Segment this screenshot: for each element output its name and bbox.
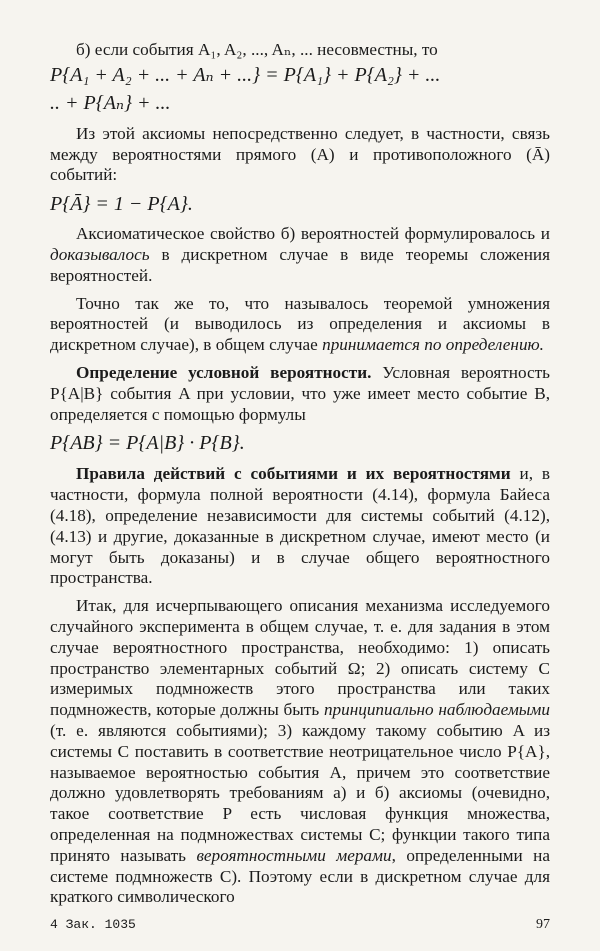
italic-text: доказывалось	[50, 244, 150, 264]
paragraph-summary	[50, 596, 550, 908]
printer-mark: 4 Зак. 1035	[50, 917, 136, 932]
page-footer	[50, 917, 550, 933]
definition-heading: Определение условной вероятности.	[76, 362, 372, 382]
page-number: 97	[536, 917, 550, 932]
text: Точно так же то, что называлось теоремой умножения вероятностей (и выводилось из определения и аксиомы в дискретном случае), в общем случае	[50, 293, 550, 355]
formula-countable-additivity-line1: P{A₁ + A₂ + ... + Aₙ + ...} = P{A₁} + P{A₂} + ...	[50, 63, 441, 86]
text: Итак, для исчерпывающего описания механизма исследуемого случайного эксперимента в общем случае, т. е. для задания в этом случае вероятностного пространства, необходимо: 1) описать пространство элементарных событий Ω; 2) описать систему C измеримых подмножеств этого пространства или таких подмножеств, которые должны быть	[50, 596, 550, 720]
text: и, в частности, формула полной вероятности (4.14), формула Байеса (4.18), определение независимости для системы событий (4.12), (4.13) и другие, доказанные в дискретном случае, имеют место (и могут быть доказаны) и в случае общего вероятностного пространства.	[50, 464, 550, 588]
text: , определенными на системе подмножеств C). Поэтому если в дискретном случае для краткого символического	[50, 845, 550, 907]
italic-text: вероятностными мерами	[196, 845, 392, 865]
text: в дискретном случае в виде теоремы сложения вероятностей.	[50, 244, 550, 285]
formula-countable-additivity-line2: .. + P{Aₙ} + ...	[50, 91, 171, 114]
paragraph-multiplication-theorem	[50, 294, 550, 356]
italic-text: принципиально наблюдаемыми	[323, 700, 550, 720]
paragraph-complement: Из этой аксиомы непосредственно следует, в частности, связь между вероятностями прямого (A) и противоположного (Ā) событий:	[50, 123, 550, 185]
formula-complement: P{Ā} = 1 − P{A}.	[50, 193, 193, 216]
paragraph-addition-theorem	[50, 224, 550, 286]
text: Условная вероятность P{A|B} события A при условии, что уже имеет место событие B, определяется с помощью формулы	[50, 362, 550, 424]
paragraph-rules	[50, 464, 550, 589]
rules-heading: Правила действий с событиями и их вероятностями	[76, 464, 511, 484]
italic-text: принимается по определению.	[322, 335, 544, 355]
text: Аксиоматическое свойство б) вероятностей формулировалось и	[76, 224, 550, 244]
paragraph-conditional-definition	[50, 363, 550, 425]
axiom-item-b: б) если события A₁, A₂, ..., Aₙ, ... несовместны, то	[76, 40, 438, 59]
formula-conditional: P{AB} = P{A|B} · P{B}.	[50, 432, 245, 455]
text: (т. е. являются событиями); 3) каждому такому событию A из системы C поставить в соответствие неотрицательное число P{A}, называемое вероятностью события A, причем это соответствие должно удовлетворять требованиям а) и б) аксиомы (очевидно, такое соответствие P есть числовая функция множества, определенная на подмножествах системы C; функции такого типа принято называть	[50, 720, 550, 865]
